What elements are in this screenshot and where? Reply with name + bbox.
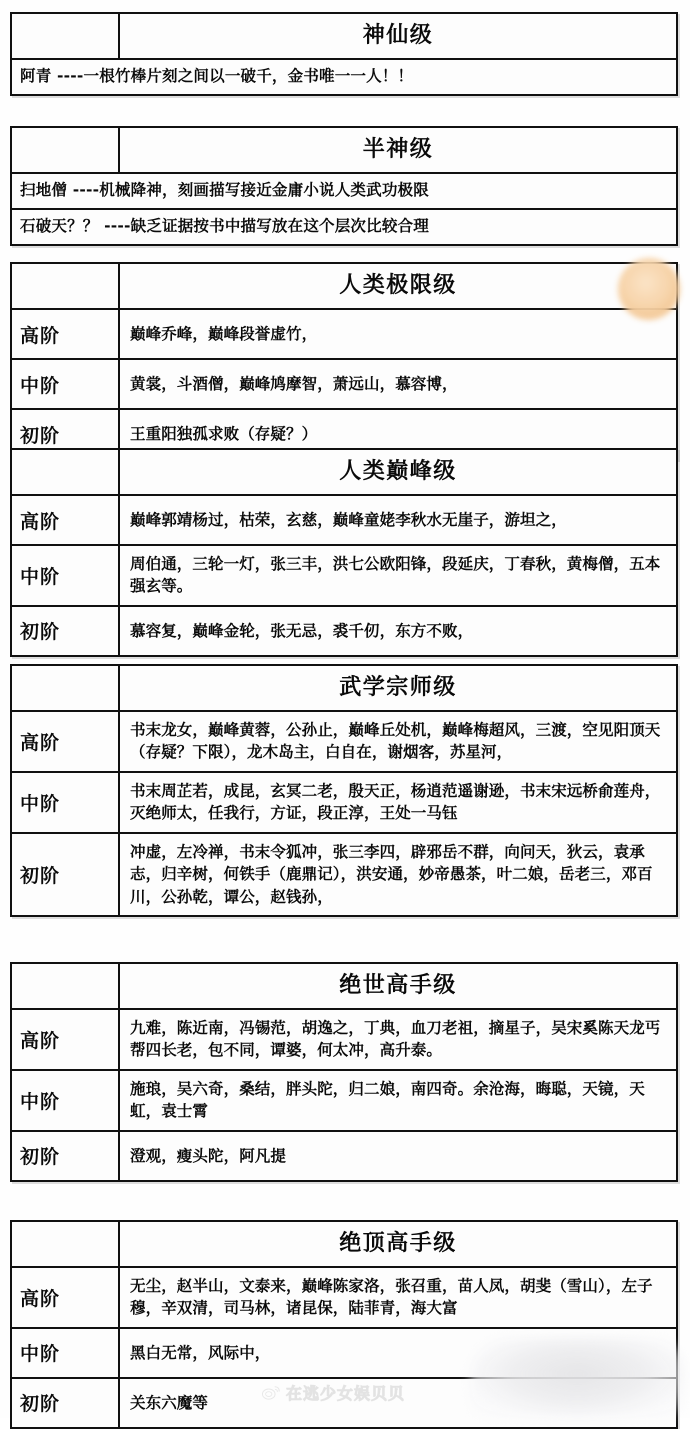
tier-label-mid: 中阶: [11, 772, 119, 833]
tier-label-low: 初阶: [11, 1378, 119, 1428]
tier-members-high: 巅峰乔峰，巅峰段誉虚竹，: [119, 309, 677, 359]
tier-members-low: 王重阳独孤求败（存疑？）: [119, 409, 677, 459]
tier-members-low: 慕容复，巅峰金轮，张无忌，裘千仞，东方不败，: [119, 606, 677, 656]
tier-label-high: 高阶: [11, 1009, 119, 1070]
table-row: [11, 1267, 677, 1328]
table-header-row: [11, 449, 677, 495]
tier-members-low: 关东六魔等: [119, 1378, 677, 1428]
header-blank-cell: [11, 263, 119, 309]
header-blank-cell: [11, 13, 119, 59]
table-row: [11, 495, 677, 545]
table-title: 半神级: [119, 127, 677, 173]
table-row: [11, 1070, 677, 1131]
watermark-text: 在逃少女娱贝贝: [286, 1384, 406, 1403]
tier-label-mid: 中阶: [11, 545, 119, 606]
tier-label-low: 初阶: [11, 606, 119, 656]
table-header-row: [11, 263, 677, 309]
header-blank-cell: [11, 127, 119, 173]
tier-label-low: 初阶: [11, 833, 119, 916]
table-header-row: [11, 1221, 677, 1267]
tier-label-mid: 中阶: [11, 1070, 119, 1131]
tier-members-mid: 周伯通，三轮一灯，张三丰，洪七公欧阳锋，段延庆，丁春秋，黄梅僧，五本强玄等。: [119, 545, 677, 606]
rank-table-renlei-dianfeng: [10, 448, 678, 657]
table-header-row: [11, 13, 677, 59]
table-row: [11, 359, 677, 409]
table-title: 绝顶高手级: [119, 1221, 677, 1267]
rank-table-jueding-gaoshou: [10, 1220, 678, 1429]
tier-label-low: 初阶: [11, 1131, 119, 1181]
tier-label-mid: 中阶: [11, 359, 119, 409]
table-row: [11, 1328, 677, 1378]
table-row: [11, 772, 677, 833]
tier-members-mid: 黑白无常，风际中，: [119, 1328, 677, 1378]
table-row: [11, 59, 677, 95]
table-row: [11, 1378, 677, 1428]
tier-label-mid: 中阶: [11, 1328, 119, 1378]
table-row: [11, 1131, 677, 1181]
rank-table-shenxian: [10, 12, 678, 96]
rank-table-wuxue-zongshi: [10, 664, 678, 917]
table-title: 武学宗师级: [119, 665, 677, 711]
tier-members-high: 无尘，赵半山，文泰来，巅峰陈家洛，张召重，苗人凤，胡斐（雪山），左子穆，辛双清，司马林，诸昆保，陆菲青，海大富: [119, 1267, 677, 1328]
rank-table-banshen: [10, 126, 678, 246]
table-row: [11, 711, 677, 772]
table-title: 人类巅峰级: [119, 449, 677, 495]
table-header-row: [11, 963, 677, 1009]
table-row: [11, 545, 677, 606]
tier-members-high: 九难，陈近南，冯锡范，胡逸之，丁典，血刀老祖，摘星子，吴宋奚陈天龙丐帮四长老，包不同，谭婆，何太冲，高升泰。: [119, 1009, 677, 1070]
tier-members-mid: 黄裳，斗酒僧，巅峰鸠摩智，萧远山，慕容博，: [119, 359, 677, 409]
entry-text: 扫地僧 ----机械降神，刻画描写接近金庸小说人类武功极限: [11, 173, 677, 209]
tier-members-mid: 施琅，吴六奇，桑结，胖头陀，归二娘，南四奇。余沧海，晦聪，天镜，天虹，袁士霄: [119, 1070, 677, 1131]
entry-text: 阿青 ----一根竹棒片刻之间以一破千，金书唯一一人！！: [11, 59, 677, 95]
entry-text: 石破天？？ ----缺乏证据按书中描写放在这个层次比较合理: [11, 209, 677, 245]
tier-members-low: 澄观，瘦头陀，阿凡提: [119, 1131, 677, 1181]
tier-members-high: 巅峰郭靖杨过，枯荣，玄慈，巅峰童姥李秋水无崖子，游坦之，: [119, 495, 677, 545]
tier-members-mid: 书末周芷若，成昆，玄冥二老，殷天正，杨逍范遥谢逊，书末宋远桥俞莲舟，灭绝师太，任我行，方证，段正淳，王处一马钰: [119, 772, 677, 833]
table-row: [11, 1009, 677, 1070]
rank-table-jueshi-gaoshou: [10, 962, 678, 1182]
table-row: [11, 833, 677, 916]
tier-members-high: 书末龙女，巅峰黄蓉，公孙止，巅峰丘处机，巅峰梅超风，三渡，空见阳顶天（存疑？下限），龙木岛主，白自在，谢烟客，苏星河，: [119, 711, 677, 772]
header-blank-cell: [11, 963, 119, 1009]
tier-label-low: 初阶: [11, 409, 119, 459]
rank-table-renlei-jixian: [10, 262, 678, 460]
table-header-row: [11, 127, 677, 173]
table-title: 人类极限级: [119, 263, 677, 309]
header-blank-cell: [11, 449, 119, 495]
table-row: [11, 309, 677, 359]
tier-label-high: 高阶: [11, 495, 119, 545]
tier-label-high: 高阶: [11, 711, 119, 772]
tier-label-high: 高阶: [11, 1267, 119, 1328]
table-row: [11, 173, 677, 209]
table-title: 神仙级: [119, 13, 677, 59]
header-blank-cell: [11, 1221, 119, 1267]
tier-label-high: 高阶: [11, 309, 119, 359]
table-row: [11, 606, 677, 656]
table-header-row: [11, 665, 677, 711]
header-blank-cell: [11, 665, 119, 711]
tier-members-low: 冲虚，左冷禅，书末令狐冲，张三李四，辟邪岳不群，向问天，狄云，袁承志，归辛树，何铁手（鹿鼎记），洪安通，妙帝愚茶，叶二娘，岳老三，邓百川，公孙乾，谭公，赵钱孙，: [119, 833, 677, 916]
table-title: 绝世高手级: [119, 963, 677, 1009]
table-row: [11, 209, 677, 245]
